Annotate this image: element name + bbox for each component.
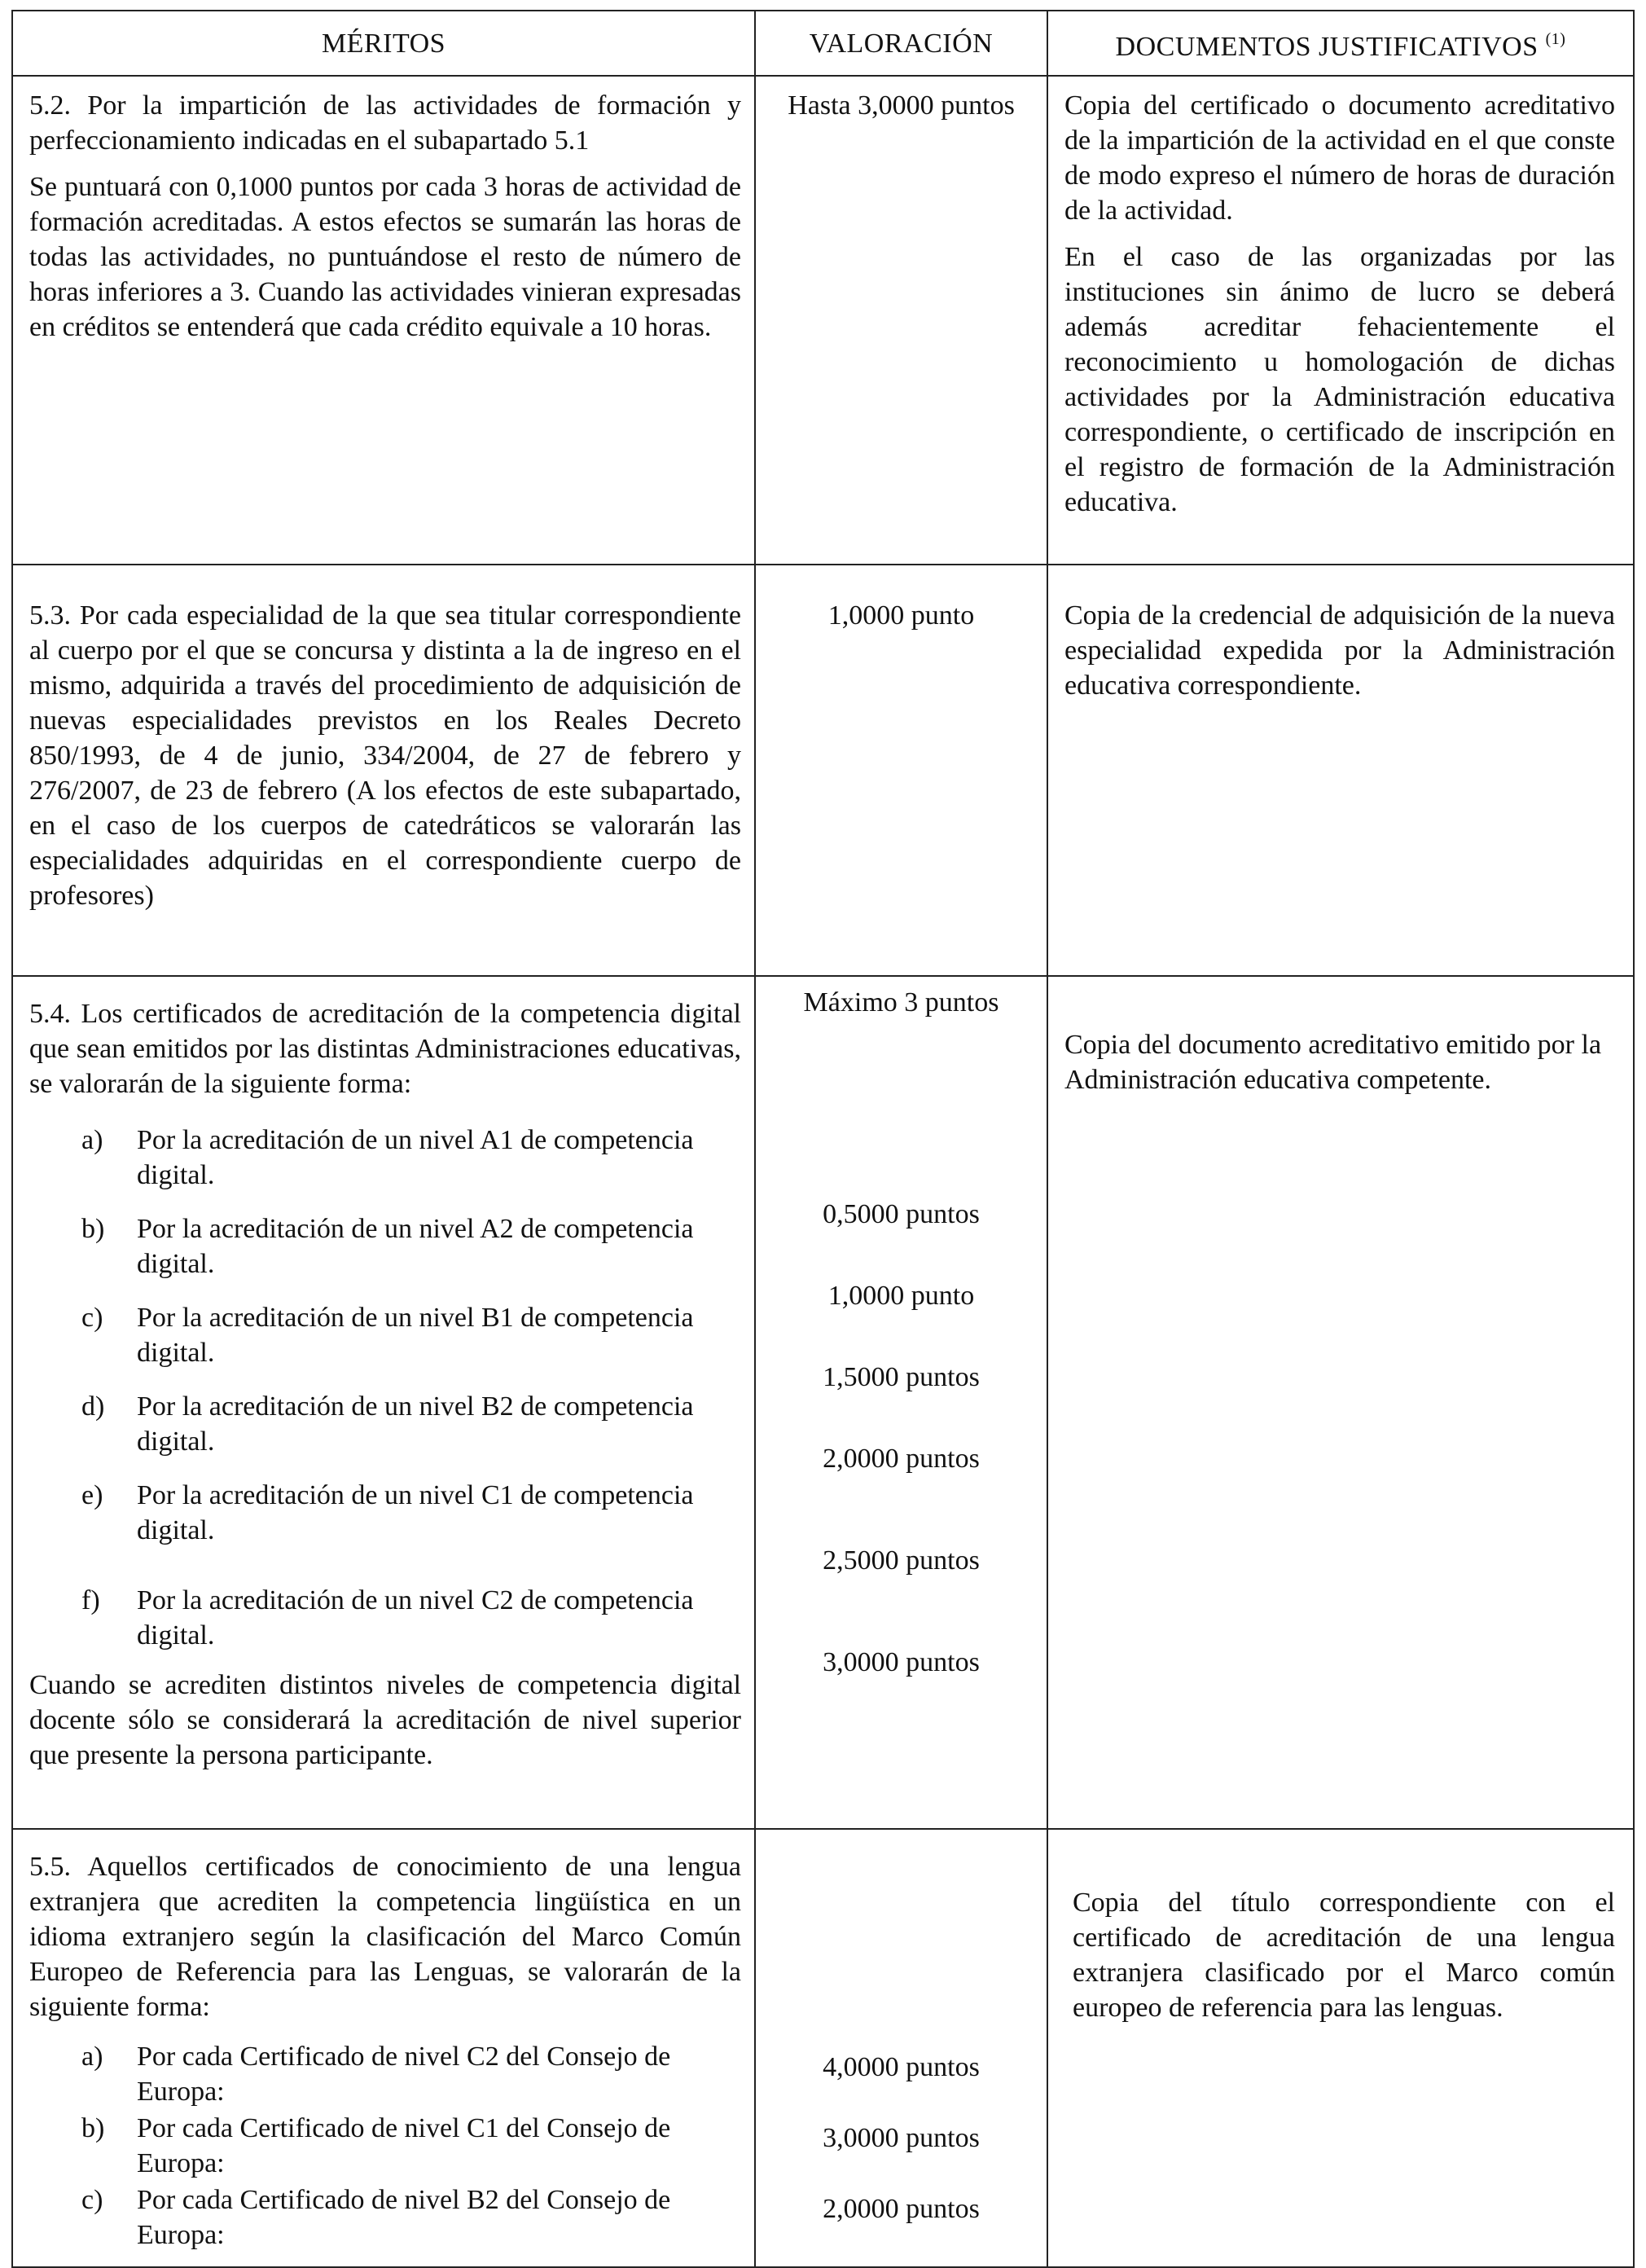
- merit-text: Cuando se acrediten distintos niveles de competencia digital docente sólo se considerará la acreditación de nivel superior que presente la persona participante.: [29, 1670, 741, 1770]
- merit-cell: [12, 1829, 755, 2267]
- value-text: 4,0000 puntos: [823, 2052, 980, 2082]
- list-item: [29, 2182, 741, 2253]
- docs-cell: [1047, 565, 1634, 976]
- value-text: 3,0000 puntos: [823, 1647, 980, 1677]
- value-text: 3,0000 puntos: [823, 2123, 980, 2153]
- merit-cell: [12, 76, 755, 565]
- item-text: Por la acreditación de un nivel B1 de competencia digital.: [137, 1303, 694, 1368]
- merit-cell: [12, 976, 755, 1829]
- item-text: Por la acreditación de un nivel C2 de competencia digital.: [137, 1585, 694, 1650]
- item-marker: b): [81, 1214, 105, 1244]
- value-text: Máximo 3 puntos: [803, 987, 999, 1018]
- table-row: [12, 1829, 1634, 2267]
- list-item: [29, 1211, 741, 1281]
- list-item: [29, 1300, 741, 1370]
- docs-text: En el caso de las organizadas por las instituciones sin ánimo de lucro se deberá además acreditar fehacientemente el reconocimiento u homologación de dichas actividades por la Administración educativa correspondiente, o certificado de inscripción en el registro de formación de la Administración educativa.: [1064, 242, 1615, 517]
- item-text: Por la acreditación de un nivel A1 de competencia digital.: [137, 1125, 694, 1190]
- table-row: [12, 565, 1634, 976]
- merit-text: 5.3. Por cada especialidad de la que sea titular correspondiente al cuerpo por el que se concursa y distinta a la de ingreso en el mismo, adquirida a través del procedimiento de adquisición de nuevas especialidades previstos en los Reales Decreto 850/1993, de 4 de junio, 334/2004, de 27 de febrero y 276/2007, de 23 de febrero (A los efectos de este subapartado, en el caso de los cuerpos de catedráticos se valorarán las especialidades adquiridas en el correspondiente cuerpo de profesores): [29, 600, 741, 911]
- docs-cell: [1047, 976, 1634, 1829]
- item-text: Por cada Certificado de nivel C1 del Consejo de Europa:: [137, 2113, 671, 2178]
- table-header-row: [12, 11, 1634, 76]
- table-row: [12, 76, 1634, 565]
- list-item: [29, 1123, 741, 1193]
- docs-text: Copia del título correspondiente con el certificado de acreditación de una lengua extranjera clasificado por el Marco común europeo de referencia para las lenguas.: [1073, 1888, 1615, 2023]
- header-documentos-label: DOCUMENTOS JUSTIFICATIVOS: [1115, 32, 1538, 62]
- value-text: Hasta 3,0000 puntos: [788, 90, 1015, 121]
- item-marker: d): [81, 1391, 105, 1422]
- merit-text: Se puntuará con 0,1000 puntos por cada 3 horas de actividad de formación acreditadas. A estos efectos se sumarán las horas de todas las actividades, no puntuándose el resto de número de horas inferiores a 3. Cuando las actividades vinieran expresadas en créditos se entenderá que cada crédito equivale a 10 horas.: [29, 172, 741, 342]
- docs-text: Copia del documento acreditativo emitido por la Administración educativa competente.: [1064, 1030, 1602, 1095]
- item-marker: c): [81, 2185, 103, 2215]
- value-cell: [755, 565, 1047, 976]
- list-item: [29, 2111, 741, 2181]
- merit-cell: [12, 565, 755, 976]
- value-list: [756, 1830, 1047, 2261]
- merit-text: 5.4. Los certificados de acreditación de la competencia digital que sean emitidos por las distintas Administraciones educativas, se valorarán de la siguiente forma:: [29, 999, 741, 1099]
- item-marker: f): [81, 1585, 100, 1615]
- list-item: [29, 2039, 741, 2109]
- item-marker: a): [81, 1125, 103, 1155]
- value-text: 1,0000 punto: [827, 1281, 975, 1311]
- value-text: 1,5000 puntos: [823, 1362, 980, 1392]
- item-text: Por la acreditación de un nivel B2 de competencia digital.: [137, 1391, 694, 1457]
- item-marker: c): [81, 1303, 103, 1333]
- merit-text: 5.2. Por la impartición de las actividades de formación y perfeccionamiento indicadas en el subapartado 5.1: [29, 90, 741, 156]
- list-item: [29, 1389, 741, 1459]
- item-text: Por la acreditación de un nivel C1 de competencia digital.: [137, 1480, 694, 1545]
- value-text: 2,0000 puntos: [823, 1444, 980, 1474]
- value-cell: [755, 976, 1047, 1829]
- value-cell: [755, 76, 1047, 565]
- item-text: Por la acreditación de un nivel A2 de competencia digital.: [137, 1214, 694, 1279]
- docs-cell: [1047, 1829, 1634, 2267]
- table-row: [12, 976, 1634, 1829]
- merits-table: [11, 10, 1635, 2268]
- docs-text: Copia de la credencial de adquisición de la nueva especialidad expedida por la Administración educativa correspondiente.: [1064, 600, 1615, 701]
- value-cell: [755, 1829, 1047, 2267]
- value-text: 2,5000 puntos: [823, 1545, 980, 1576]
- item-marker: a): [81, 2042, 103, 2072]
- header-documentos: [1047, 11, 1634, 76]
- item-marker: b): [81, 2113, 105, 2143]
- header-valoracion: VALORACIÓN: [755, 11, 1047, 76]
- item-text: Por cada Certificado de nivel B2 del Consejo de Europa:: [137, 2185, 671, 2250]
- item-marker: e): [81, 1480, 103, 1510]
- value-list: [756, 977, 1047, 1824]
- value-text: 1,0000 punto: [827, 600, 975, 631]
- header-meritos: MÉRITOS: [12, 11, 755, 76]
- value-text: 0,5000 puntos: [823, 1199, 980, 1229]
- docs-text: Copia del certificado o documento acreditativo de la impartición de la actividad en el que conste de modo expreso el número de horas de duración de la actividad.: [1064, 90, 1615, 226]
- footnote-marker: (1): [1545, 30, 1566, 48]
- list-item: [29, 1583, 741, 1653]
- list-item: [29, 1478, 741, 1548]
- merit-text: 5.5. Aquellos certificados de conocimiento de una lengua extranjera que acrediten la competencia lingüística en un idioma extranjero según la clasificación del Marco Común Europeo de Referencia para las Lenguas, se valorarán de la siguiente forma:: [29, 1852, 741, 2022]
- docs-cell: [1047, 76, 1634, 565]
- item-text: Por cada Certificado de nivel C2 del Consejo de Europa:: [137, 2042, 671, 2107]
- value-text: 2,0000 puntos: [823, 2194, 980, 2224]
